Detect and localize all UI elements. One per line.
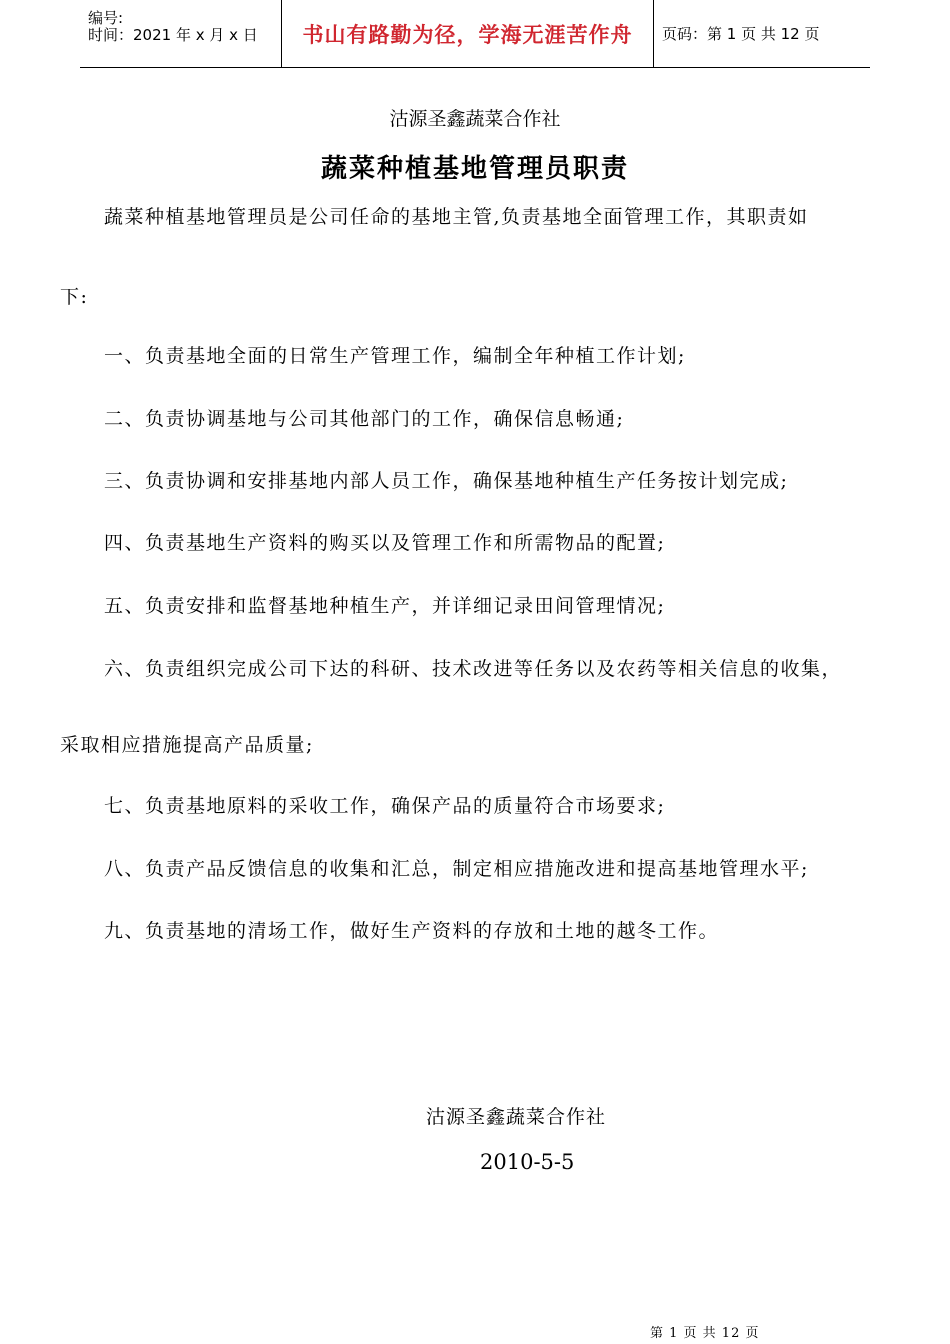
signature-date: 2010-5-5 [480,1150,575,1174]
duty-item-7: 七、负责基地原料的采收工作，确保产品的质量符合市场要求; [104,795,666,817]
duty-item-4: 四、负责基地生产资料的购买以及管理工作和所需物品的配置; [104,532,666,554]
org-name: 沽源圣鑫蔬菜合作社 [389,108,561,130]
header-page-cell [654,0,871,68]
footer-page-number: 第 1 页 共 12 页 [650,1326,760,1341]
duty-item-1: 一、负责基地全面的日常生产管理工作，编制全年种植工作计划; [104,345,686,367]
duty-item-5: 五、负责安排和监督基地种植生产，并详细记录田间管理情况; [104,595,666,617]
page-title: 蔬菜种植基地管理员职责 [320,154,629,184]
duty-item-6-cont: 采取相应措施提高产品质量; [60,734,314,756]
header-table [80,0,870,68]
header-meta-cell [80,0,282,68]
duty-item-9: 九、负责基地的清场工作，做好生产资料的存放和土地的越冬工作。 [104,920,720,942]
duty-item-8: 八、负责产品反馈信息的收集和汇总，制定相应措施改进和提高基地管理水平; [104,858,809,880]
motto: 书山有路勤为径，学海无涯苦作舟 [302,22,633,47]
intro-line-1: 蔬菜种植基地管理员是公司任命的基地主管,负责基地全面管理工作，其职责如 [104,206,809,228]
time-label: 时间：2021 年 x 月 x 日 [88,25,258,44]
duty-item-3: 三、负责协调和安排基地内部人员工作，确保基地种植生产任务按计划完成; [104,470,789,492]
page-code: 页码：第 1 页 共 12 页 [662,25,820,43]
duty-item-6: 六、负责组织完成公司下达的科研、技术改进等任务以及农药等相关信息的收集， [104,658,843,680]
header-motto-cell [282,0,654,68]
duty-item-2: 二、负责协调基地与公司其他部门的工作，确保信息畅通; [104,408,625,430]
signature-org: 沽源圣鑫蔬菜合作社 [426,1106,607,1128]
number-label: 编号: [88,8,124,27]
intro-line-2: 下: [60,286,89,308]
